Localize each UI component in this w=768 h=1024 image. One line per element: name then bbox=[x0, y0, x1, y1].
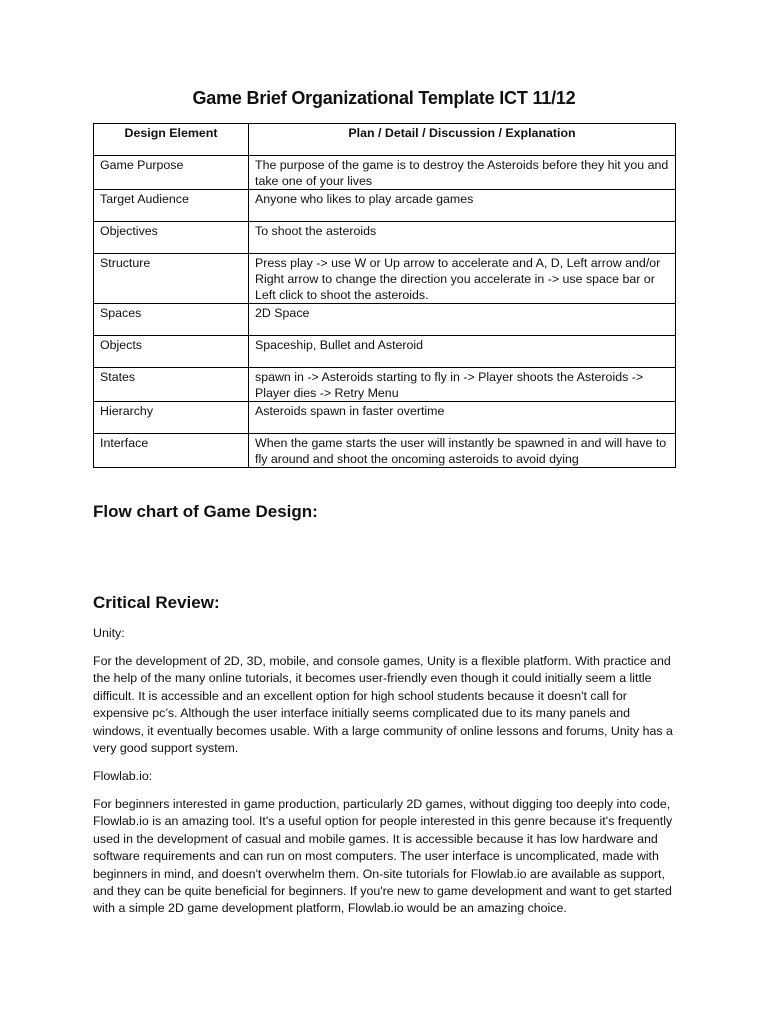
flowlab-paragraph: For beginners interested in game production, particularly 2D games, without digging too deeply into code, Flowlab.io is an amazing tool. It's a useful option for people interested in this genre because it's frequently used in the development of casual and mobile games. It is accessible because it has low hardware and software requirements and can run on most computers. The user interface is uncomplicated, made with beginners in mind, and doesn't overwhelm them. On-site tutorials for Flowlab.io are available as support, and they can be quite beneficial for beginners. If you're new to game development and want to get started with a simple 2D game development platform, Flowlab.io would be an amazing choice. bbox=[93, 797, 673, 916]
page-title: Game Brief Organizational Template ICT 11/12 bbox=[192, 88, 576, 108]
unity-paragraph: For the development of 2D, 3D, mobile, and console games, Unity is a flexible platform. With practice and the help of the many online tutorials, it becomes user-friendly even though it could initially seem a little difficult. It is accessible and an excellent option for high school students because it doesn't call for expensive pc’s. Although the user interface initially seems complicated due to its many panels and windows, it eventually becomes usable. With a large community of online lessons and forums, Unity has a very good support system. bbox=[93, 654, 673, 756]
table-header-row bbox=[94, 124, 676, 156]
table-row bbox=[94, 304, 676, 336]
table-row bbox=[94, 156, 676, 190]
table-row bbox=[94, 368, 676, 402]
table-row bbox=[94, 254, 676, 304]
design-element-cell: Interface bbox=[94, 434, 249, 468]
design-element-cell: Hierarchy bbox=[94, 402, 249, 434]
design-element-cell: Game Purpose bbox=[94, 156, 249, 190]
table-row bbox=[94, 336, 676, 368]
detail-cell: spawn in -> Asteroids starting to fly in -> Player shoots the Asteroids -> Player dies -> Retry Menu bbox=[249, 368, 676, 402]
table-row bbox=[94, 190, 676, 222]
table-row bbox=[94, 222, 676, 254]
detail-cell: When the game starts the user will instantly be spawned in and will have to fly around and shoot the oncoming asteroids to avoid dying bbox=[249, 434, 676, 468]
design-element-cell: Objectives bbox=[94, 222, 249, 254]
detail-cell: Spaceship, Bullet and Asteroid bbox=[249, 336, 676, 368]
design-element-cell: States bbox=[94, 368, 249, 402]
flowchart-heading: Flow chart of Game Design: bbox=[93, 502, 318, 521]
detail-cell: 2D Space bbox=[249, 304, 676, 336]
detail-cell: Anyone who likes to play arcade games bbox=[249, 190, 676, 222]
table-row bbox=[94, 434, 676, 468]
column-header-plan-detail: Plan / Detail / Discussion / Explanation bbox=[249, 124, 676, 156]
unity-label: Unity: bbox=[93, 626, 125, 640]
detail-cell: Asteroids spawn in faster overtime bbox=[249, 402, 676, 434]
table-row bbox=[94, 402, 676, 434]
design-element-cell: Spaces bbox=[94, 304, 249, 336]
flowlab-label: Flowlab.io: bbox=[93, 769, 153, 783]
design-element-cell: Structure bbox=[94, 254, 249, 304]
critical-review-heading: Critical Review: bbox=[93, 593, 220, 612]
detail-cell: To shoot the asteroids bbox=[249, 222, 676, 254]
detail-cell: Press play -> use W or Up arrow to accelerate and A, D, Left arrow and/or Right arrow to change the direction you accelerate in -> use space bar or Left click to shoot the asteroids. bbox=[249, 254, 676, 304]
game-brief-table bbox=[93, 123, 676, 468]
column-header-design-element: Design Element bbox=[94, 124, 249, 156]
design-element-cell: Objects bbox=[94, 336, 249, 368]
design-element-cell: Target Audience bbox=[94, 190, 249, 222]
detail-cell: The purpose of the game is to destroy the Asteroids before they hit you and take one of your lives bbox=[249, 156, 676, 190]
